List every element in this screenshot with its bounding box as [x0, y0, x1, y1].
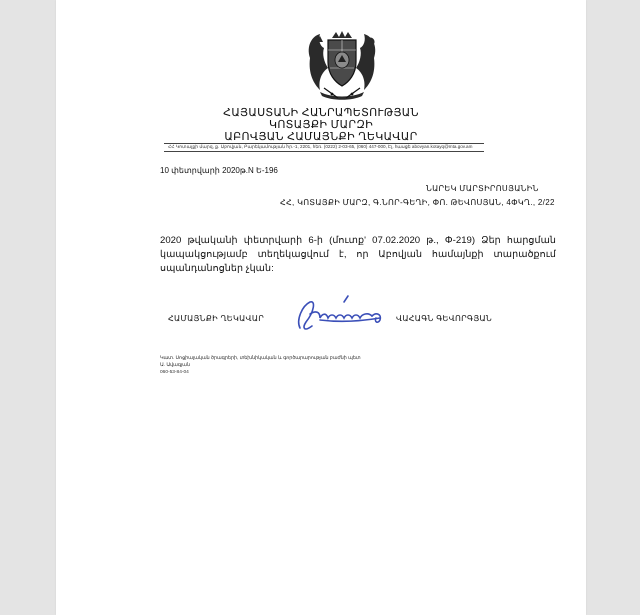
armenian-coat-of-arms-icon [302, 28, 382, 104]
scan-background-left [0, 0, 56, 615]
header-office: ԱԲՈՎՅԱՆ ՀԱՄԱՅՆՔԻ ՂԵԿԱՎԱՐ [224, 131, 418, 143]
signatory-title: ՀԱՄԱՅՆՔԻ ՂԵԿԱՎԱՐ [168, 314, 265, 323]
footer-phone: 060-53-84-04 [160, 370, 189, 375]
signature-ink [299, 296, 381, 329]
recipient-name: ՆԱՐԵԿ ՄԱՐՏԻՐՈՍՅԱՆԻՆ [426, 184, 539, 193]
header-region: ԿՈՏԱՅՔԻ ՄԱՐԶԻ [268, 119, 374, 131]
document-reference: 10 փետրվարի 2020թ.N Ե-196 [160, 166, 278, 175]
handwritten-signature [286, 292, 398, 338]
header-divider-bottom [164, 151, 484, 152]
header-country: ՀԱՅԱՍՏԱՆԻ ՀԱՆՐԱՊԵՏՈՒԹՅԱՆ [223, 107, 419, 119]
footer-person: Ա. Ավագյան [160, 363, 190, 368]
document-page [56, 0, 586, 615]
header-contacts: ՀՀ Կոտայքի մարզ, ք. Աբովյան, Բարեկամության հր.-1, 2201, hեռ. (0222) 2-03-65, (060) 447-000, Էլ. hասցե abovyan.kotayq@mta.gov.am [168, 144, 473, 149]
scan-background-right [586, 0, 640, 615]
recipient-address: ՀՀ, ԿՈՏԱՅՔԻ ՄԱՐԶ, Գ.ՆՈՐ-ԳԵՂԻ, ՓՈ. ԹԵՎՈՍՅԱՆ, 4ՓԿՂ., 2/22 [280, 198, 555, 207]
signatory-name: ՎԱՀԱԳՆ ԳԵՎՈՐԳՅԱՆ [396, 314, 493, 323]
letter-body: 2020 թվականի փետրվարի 6-ի (մուտք' 07.02.2020 թ., Փ-219) Ձեր հարցման կապակցությամբ տեղեկացվում է, որ Աբովյան համայնքի տարածքում սպանդանոցներ չկան: [160, 235, 556, 275]
footer-executor: Կատ. Սոցիալական ծրագրերի, տեխնիկական և գործարարության բաժնի պետ [160, 356, 361, 361]
